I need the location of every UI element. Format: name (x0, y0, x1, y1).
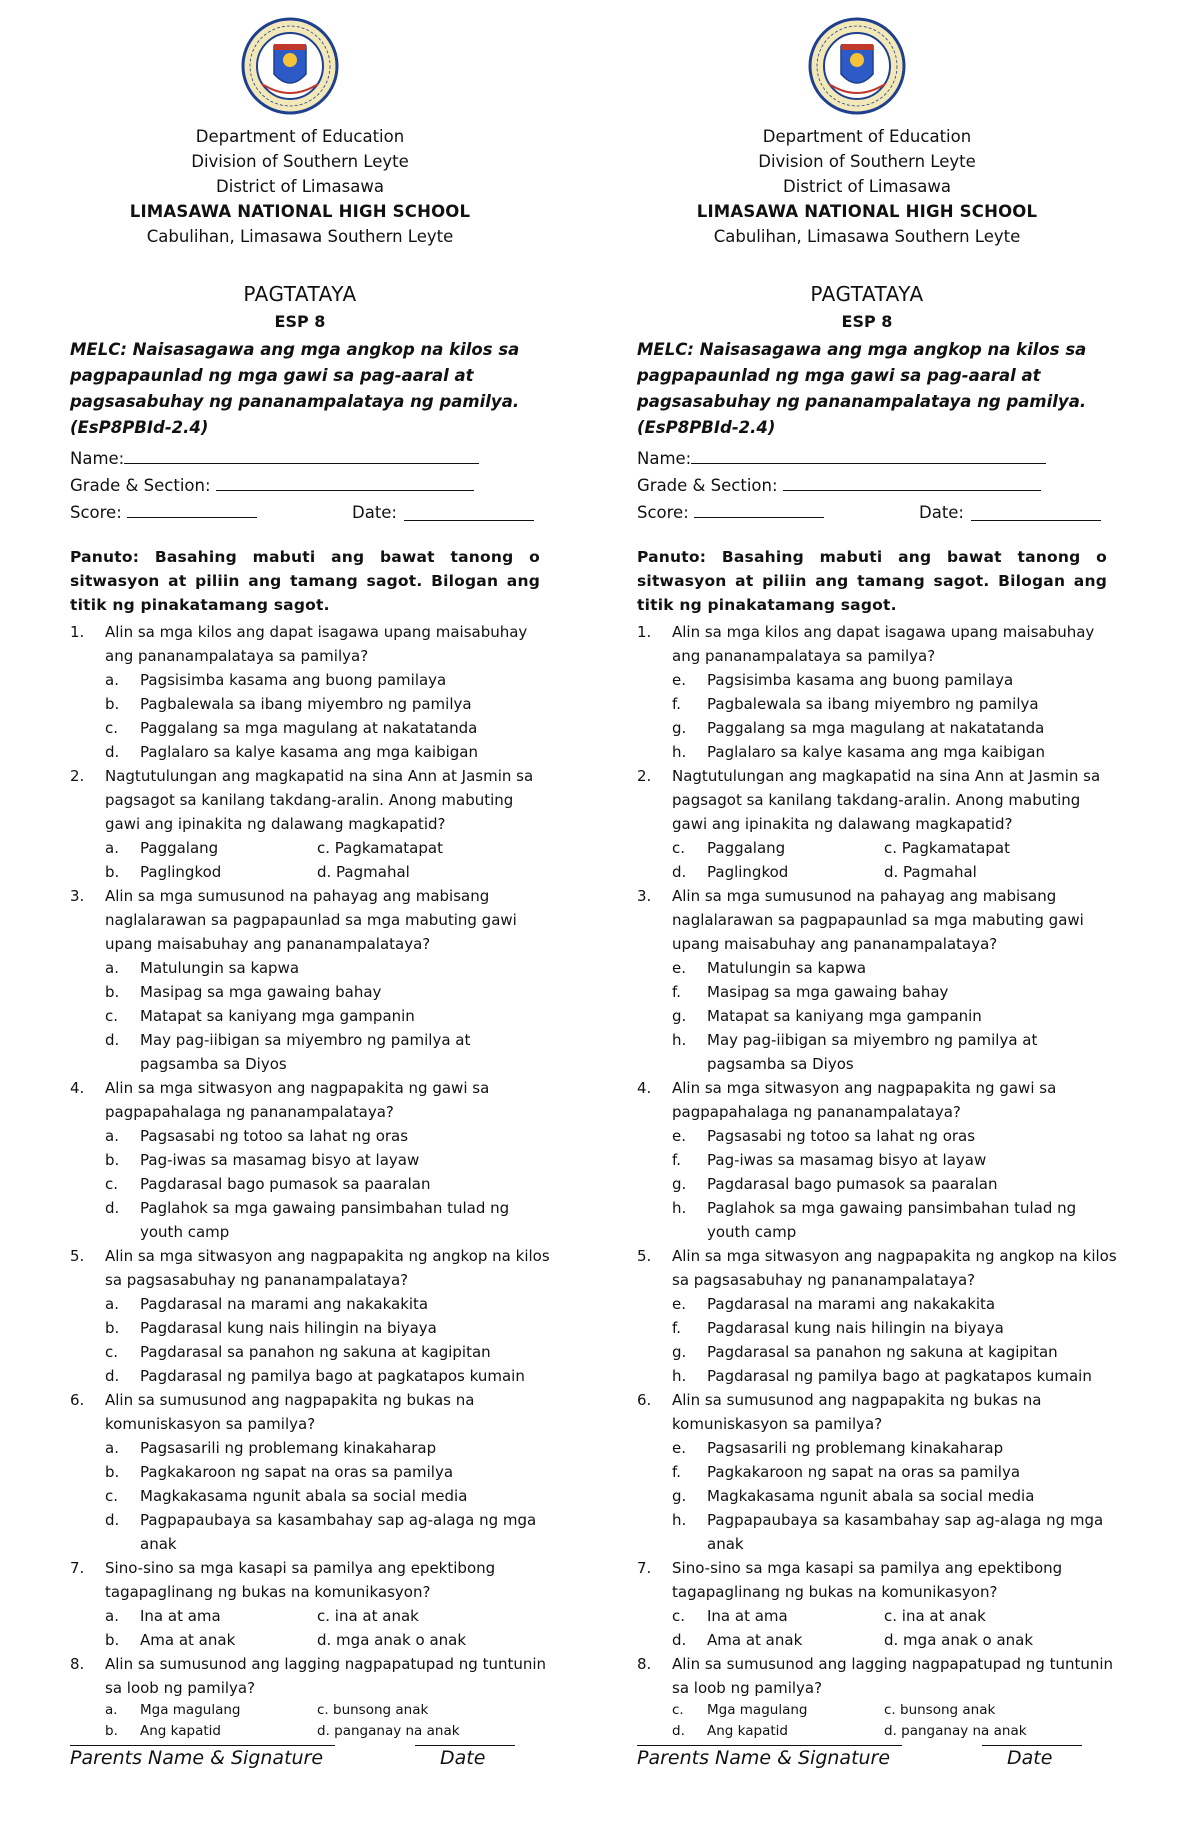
question-number: 2. (637, 767, 652, 785)
option-choice[interactable] (672, 1292, 1117, 1316)
option-text: Pagsisimba kasama ang buong pamilaya (707, 671, 1014, 689)
option-text: Magkakasama ngunit abala sa social media (140, 1487, 468, 1505)
option-choice[interactable]: c. ina at anak (884, 1607, 986, 1625)
option-choice[interactable] (672, 716, 1117, 740)
parent-signature-label: Parents Name & Signature (637, 1747, 891, 1769)
option-text: Pag-iwas sa masamag bisyo at layaw (140, 1151, 420, 1169)
option-choice[interactable] (672, 1196, 1117, 1244)
option-letter: c. (105, 1487, 119, 1505)
option-text: Pagdarasal bago pumasok sa paaralan (140, 1175, 431, 1193)
option-letter: d. (672, 1631, 687, 1649)
option-text: Pagsisimba kasama ang buong pamilaya (140, 671, 447, 689)
option-letter: d. (672, 863, 687, 881)
name-row (637, 445, 1117, 472)
option-choice[interactable] (105, 692, 550, 716)
option-choice[interactable]: Ama at anak (707, 1631, 803, 1649)
option-choice[interactable]: Ama at anak (140, 1631, 236, 1649)
option-text: Pagdarasal bago pumasok sa paaralan (707, 1175, 998, 1193)
option-row (672, 1721, 1117, 1742)
option-choice[interactable] (672, 1004, 1117, 1028)
option-choice[interactable]: d. mga anak o anak (884, 1631, 1034, 1649)
option-letter: b. (105, 1631, 120, 1649)
option-choice[interactable]: c. bunsong anak (317, 1702, 429, 1718)
question-text: Sino-sino sa mga kasapi sa pamilya ang epektibong tagapaglinang ng bukas na komunikasyon? (672, 1559, 1063, 1601)
option-text: Paggalang sa mga magulang at nakatatanda (140, 719, 478, 737)
option-letter: f. (672, 1463, 681, 1481)
question-5 (637, 1244, 1117, 1388)
question-number: 3. (637, 887, 652, 905)
question-text: Alin sa sumusunod ang nagpapakita ng bukas na komuniskasyon sa pamilya? (105, 1391, 475, 1433)
option-letter: d. (105, 1511, 120, 1529)
option-row (105, 1604, 550, 1628)
option-letter: c. (105, 1175, 119, 1193)
question-text: Alin sa sumusunod ang lagging nagpapatupad ng tuntunin sa loob ng pamilya? (105, 1655, 547, 1697)
score-label: Score: (70, 503, 122, 522)
grade-section-field[interactable] (216, 472, 474, 491)
question-number: 5. (70, 1247, 85, 1265)
option-choice[interactable] (105, 716, 550, 740)
grade-section-label: Grade & Section: (70, 476, 211, 495)
option-letter: b. (105, 983, 120, 1001)
question-text: Sino-sino sa mga kasapi sa pamilya ang epektibong tagapaglinang ng bukas na komunikasyon? (105, 1559, 496, 1601)
option-choice[interactable] (105, 1124, 550, 1148)
question-number: 7. (70, 1559, 85, 1577)
option-choice[interactable] (105, 1364, 550, 1388)
question-number: 5. (637, 1247, 652, 1265)
option-choice[interactable] (672, 1484, 1117, 1508)
option-text: Pagbalewala sa ibang miyembro ng pamilya (140, 695, 472, 713)
option-letter: c. (105, 1343, 119, 1361)
option-text: Pagdarasal na marami ang nakakakita (140, 1295, 429, 1313)
option-choice[interactable] (672, 1028, 1117, 1076)
grade-section-label: Grade & Section: (637, 476, 778, 495)
question-text: Alin sa mga sumusunod na pahayag ang mabisang naglalarawan sa pagpapaunlad sa mga mabuting gawi upang maisabuhay ang pananampalataya? (672, 887, 1084, 953)
option-choice[interactable]: c. Pagkamatapat (884, 839, 1010, 857)
option-choice[interactable] (672, 692, 1117, 716)
option-row (105, 860, 550, 884)
option-letter: h. (672, 1199, 687, 1217)
date-label: Date: (919, 503, 964, 522)
option-choice[interactable]: d. panganay na anak (317, 1723, 460, 1739)
option-letter: a. (105, 1295, 119, 1313)
option-choice[interactable]: Paglingkod (707, 863, 789, 881)
option-letter: d. (105, 1367, 120, 1385)
score-date-row (70, 499, 550, 526)
question-1 (637, 620, 1117, 764)
option-choice[interactable]: Paglingkod (140, 863, 222, 881)
option-choice[interactable] (672, 1316, 1117, 1340)
option-letter: h. (672, 743, 687, 761)
option-letter: a. (105, 671, 119, 689)
name-field[interactable] (691, 445, 1046, 464)
option-text: May pag-iibigan sa miyembro ng pamilya at pagsamba sa Diyos (707, 1031, 1038, 1073)
option-letter: f. (672, 695, 681, 713)
option-text: Pagbalewala sa ibang miyembro ng pamilya (707, 695, 1039, 713)
option-row (105, 836, 550, 860)
question-number: 1. (70, 623, 85, 641)
page-title: PAGTATAYA (243, 282, 357, 306)
option-letter: b. (105, 1151, 120, 1169)
header-department: Department of Education (762, 127, 972, 146)
score-field[interactable] (694, 499, 824, 518)
option-letter: a. (105, 1702, 118, 1718)
question-3 (637, 884, 1117, 1076)
option-text: Pagdarasal kung nais hilingin na biyaya (707, 1319, 1004, 1337)
option-text: Pagkakaroon ng sapat na oras sa pamilya (707, 1463, 1021, 1481)
option-letter: g. (672, 719, 687, 737)
melc-text: MELC: Naisasagawa ang mga angkop na kilos sa pagpapaunlad ng mga gawi sa pag-aaral at pagsasabuhay ng pananampalataya ng pamilya. (EsP8PBId-2.4) (637, 340, 1087, 437)
question-number: 3. (70, 887, 85, 905)
signature-date-label: Date (440, 1747, 486, 1769)
option-choice[interactable]: Ang kapatid (707, 1723, 788, 1739)
option-text: Matulungin sa kapwa (707, 959, 867, 977)
option-letter: a. (105, 959, 119, 977)
question-5 (70, 1244, 550, 1388)
question-6 (637, 1388, 1117, 1556)
score-label: Score: (637, 503, 689, 522)
right-copy (617, 0, 1117, 1835)
option-text: Pagdarasal ng pamilya bago at pagkatapos kumain (707, 1367, 1092, 1385)
option-letter: a. (105, 1607, 119, 1625)
option-letter: e. (672, 671, 686, 689)
score-field[interactable] (127, 499, 257, 518)
option-text: Pagkakaroon ng sapat na oras sa pamilya (140, 1463, 454, 1481)
option-letter: a. (105, 1127, 119, 1145)
header-address: Cabulihan, Limasawa Southern Leyte (713, 227, 1021, 246)
option-choice[interactable] (672, 1172, 1117, 1196)
name-label: Name: (70, 449, 125, 468)
option-letter: a. (105, 1439, 119, 1457)
option-letter: f. (672, 1151, 681, 1169)
option-choice[interactable]: Mga magulang (707, 1702, 808, 1718)
date-signature-line[interactable] (982, 1745, 1082, 1746)
option-letter: h. (672, 1031, 687, 1049)
subject-label: ESP 8 (841, 312, 893, 331)
question-text: Alin sa mga sitwasyon ang nagpapakita ng gawi sa pagpapahalaga ng pananampalataya? (672, 1079, 1057, 1121)
parent-signature-label: Parents Name & Signature (70, 1747, 324, 1769)
option-choice[interactable] (105, 980, 550, 1004)
question-8 (70, 1652, 550, 1742)
option-choice[interactable]: Ina at ama (140, 1607, 221, 1625)
option-letter: g. (672, 1487, 687, 1505)
option-letter: e. (672, 959, 686, 977)
option-letter: a. (105, 839, 119, 857)
instructions: Panuto: Basahing mabuti ang bawat tanong o sitwasyon at piliin ang tamang sagot. Bilogan ang titik ng pinakatamang sagot. (70, 548, 540, 614)
option-choice[interactable] (105, 1028, 550, 1076)
option-letter: e. (672, 1439, 686, 1457)
question-2 (70, 764, 550, 884)
option-letter: b. (105, 695, 120, 713)
option-choice[interactable] (672, 1508, 1117, 1556)
option-letter: d. (105, 1199, 120, 1217)
option-choice[interactable] (672, 1364, 1117, 1388)
question-2 (637, 764, 1117, 884)
option-row (105, 1721, 550, 1742)
option-choice[interactable] (105, 1292, 550, 1316)
option-row (672, 1700, 1117, 1721)
question-number: 8. (637, 1655, 652, 1673)
date-signature-line[interactable] (415, 1745, 515, 1746)
student-fields (637, 445, 1117, 526)
option-letter: h. (672, 1367, 687, 1385)
option-choice[interactable] (105, 1172, 550, 1196)
question-7 (637, 1556, 1117, 1652)
question-text: Nagtutulungan ang magkapatid na sina Ann at Jasmin sa pagsagot sa kanilang takdang-aralin. Anong mabuting gawi ang ipinakita ng dalawang magkapatid? (105, 767, 534, 833)
option-text: Paglalaro sa kalye kasama ang mga kaibigan (140, 743, 478, 761)
option-text: Paglalaro sa kalye kasama ang mga kaibigan (707, 743, 1045, 761)
header-school: LIMASAWA NATIONAL HIGH SCHOOL (129, 202, 471, 221)
option-text: Magkakasama ngunit abala sa social media (707, 1487, 1035, 1505)
question-7 (70, 1556, 550, 1652)
option-text: Matapat sa kaniyang mga gampanin (140, 1007, 415, 1025)
option-letter: e. (672, 1295, 686, 1313)
option-choice[interactable] (672, 980, 1117, 1004)
option-text: Paglahok sa mga gawaing pansimbahan tulad ng youth camp (140, 1199, 510, 1241)
option-choice[interactable] (105, 1436, 550, 1460)
question-number: 6. (70, 1391, 85, 1409)
option-choice[interactable]: d. Pagmahal (884, 863, 977, 881)
option-choice[interactable] (105, 956, 550, 980)
option-choice[interactable] (672, 740, 1117, 764)
question-text: Alin sa mga sumusunod na pahayag ang mabisang naglalarawan sa pagpapaunlad sa mga mabuting gawi upang maisabuhay ang pananampalataya? (105, 887, 517, 953)
option-choice[interactable] (105, 740, 550, 764)
option-choice[interactable]: Ang kapatid (140, 1723, 221, 1739)
question-text: Alin sa mga kilos ang dapat isagawa upang maisabuhay ang pananampalataya sa pamilya? (105, 623, 528, 665)
grade-section-field[interactable] (783, 472, 1041, 491)
option-letter: e. (672, 1127, 686, 1145)
option-choice[interactable]: c. bunsong anak (884, 1702, 996, 1718)
name-field[interactable] (124, 445, 479, 464)
header-district: District of Limasawa (216, 177, 384, 196)
left-copy (50, 0, 550, 1835)
option-text: Pagsasarili ng problemang kinakaharap (140, 1439, 437, 1457)
option-text: Pagdarasal sa panahon ng sakuna at kagipitan (140, 1343, 491, 1361)
header-division: Division of Southern Leyte (191, 152, 409, 171)
option-letter: b. (105, 863, 120, 881)
subject-label: ESP 8 (274, 312, 326, 331)
option-text: May pag-iibigan sa miyembro ng pamilya at pagsamba sa Diyos (140, 1031, 471, 1073)
option-text: Pagpapaubaya sa kasambahay sap ag-alaga ng mga anak (140, 1511, 537, 1553)
option-letter: h. (672, 1511, 687, 1529)
header-district: District of Limasawa (783, 177, 951, 196)
option-letter: g. (672, 1175, 687, 1193)
option-text: Pagdarasal na marami ang nakakakita (707, 1295, 996, 1313)
option-letter: c. (672, 839, 686, 857)
option-letter: d. (105, 1031, 120, 1049)
option-choice[interactable] (105, 1484, 550, 1508)
option-letter: d. (105, 743, 120, 761)
name-row (70, 445, 550, 472)
option-text: Pagdarasal sa panahon ng sakuna at kagipitan (707, 1343, 1058, 1361)
question-number: 7. (637, 1559, 652, 1577)
option-text: Paggalang sa mga magulang at nakatatanda (707, 719, 1045, 737)
option-text: Masipag sa mga gawaing bahay (707, 983, 949, 1001)
date-field[interactable] (404, 502, 534, 521)
question-text: Alin sa mga kilos ang dapat isagawa upang maisabuhay ang pananampalataya sa pamilya? (672, 623, 1095, 665)
option-row (105, 1700, 550, 1721)
page-title: PAGTATAYA (810, 282, 924, 306)
melc-text: MELC: Naisasagawa ang mga angkop na kilos sa pagpapaunlad ng mga gawi sa pag-aaral at pagsasabuhay ng pananampalataya ng pamilya. (EsP8PBId-2.4) (70, 340, 520, 437)
question-8 (637, 1652, 1117, 1742)
question-number: 8. (70, 1655, 85, 1673)
option-choice[interactable]: Ina at ama (707, 1607, 788, 1625)
option-choice[interactable]: c. Pagkamatapat (317, 839, 443, 857)
option-choice[interactable] (672, 956, 1117, 980)
option-letter: c. (105, 1007, 119, 1025)
option-choice[interactable] (672, 1460, 1117, 1484)
option-choice[interactable]: d. panganay na anak (884, 1723, 1027, 1739)
option-letter: g. (672, 1343, 687, 1361)
option-choice[interactable]: Paggalang (707, 839, 786, 857)
option-letter: g. (672, 1007, 687, 1025)
parent-signature-line[interactable] (70, 1745, 335, 1746)
option-choice[interactable] (105, 1148, 550, 1172)
header-school: LIMASAWA NATIONAL HIGH SCHOOL (696, 202, 1038, 221)
date-field[interactable] (971, 502, 1101, 521)
option-choice[interactable] (105, 1460, 550, 1484)
option-letter: b. (105, 1463, 120, 1481)
question-4 (70, 1076, 550, 1244)
option-letter: f. (672, 983, 681, 1001)
grade-section-row (637, 472, 1117, 499)
option-choice[interactable]: Mga magulang (140, 1702, 241, 1718)
option-choice[interactable] (105, 668, 550, 692)
question-text: Alin sa mga sitwasyon ang nagpapakita ng gawi sa pagpapahalaga ng pananampalataya? (105, 1079, 490, 1121)
option-row (672, 836, 1117, 860)
option-choice[interactable] (672, 1148, 1117, 1172)
option-text: Paglahok sa mga gawaing pansimbahan tulad ng youth camp (707, 1199, 1077, 1241)
option-text: Pagsasarili ng problemang kinakaharap (707, 1439, 1004, 1457)
option-choice[interactable]: Paggalang (140, 839, 219, 857)
parent-signature-line[interactable] (637, 1745, 902, 1746)
question-6 (70, 1388, 550, 1556)
option-letter: b. (105, 1723, 118, 1739)
option-choice[interactable] (105, 1508, 550, 1556)
question-text: Alin sa mga sitwasyon ang nagpapakita ng angkop na kilos sa pagsasabuhay ng pananampalataya? (105, 1247, 550, 1289)
option-text: Masipag sa mga gawaing bahay (140, 983, 382, 1001)
question-text: Alin sa sumusunod ang nagpapakita ng bukas na komuniskasyon sa pamilya? (672, 1391, 1042, 1433)
signature-date-label: Date (1007, 1747, 1053, 1769)
option-letter: c. (672, 1702, 684, 1718)
deped-seal-icon (807, 16, 907, 116)
header-department: Department of Education (195, 127, 405, 146)
question-4 (637, 1076, 1117, 1244)
question-1 (70, 620, 550, 764)
option-choice[interactable]: d. mga anak o anak (317, 1631, 467, 1649)
question-number: 6. (637, 1391, 652, 1409)
option-text: Matulungin sa kapwa (140, 959, 300, 977)
option-row (672, 1628, 1117, 1652)
question-number: 4. (637, 1079, 652, 1097)
option-choice[interactable]: c. ina at anak (317, 1607, 419, 1625)
option-row (672, 860, 1117, 884)
option-row (105, 1628, 550, 1652)
question-3 (70, 884, 550, 1076)
question-list (70, 620, 550, 1742)
question-list (637, 620, 1117, 1742)
instructions: Panuto: Basahing mabuti ang bawat tanong o sitwasyon at piliin ang tamang sagot. Bilogan ang titik ng pinakatamang sagot. (637, 548, 1107, 614)
question-number: 1. (637, 623, 652, 641)
header-division: Division of Southern Leyte (758, 152, 976, 171)
grade-section-row (70, 472, 550, 499)
option-text: Pagdarasal kung nais hilingin na biyaya (140, 1319, 437, 1337)
option-choice[interactable] (105, 1340, 550, 1364)
question-number: 2. (70, 767, 85, 785)
question-text: Nagtutulungan ang magkapatid na sina Ann at Jasmin sa pagsagot sa kanilang takdang-aralin. Anong mabuting gawi ang ipinakita ng dalawang magkapatid? (672, 767, 1101, 833)
deped-seal-icon (240, 16, 340, 116)
school-header (50, 124, 550, 249)
option-letter: d. (672, 1723, 685, 1739)
option-choice[interactable] (672, 1124, 1117, 1148)
question-text: Alin sa sumusunod ang lagging nagpapatupad ng tuntunin sa loob ng pamilya? (672, 1655, 1114, 1697)
option-text: Pagsasabi ng totoo sa lahat ng oras (140, 1127, 409, 1145)
option-choice[interactable] (672, 1340, 1117, 1364)
option-letter: b. (105, 1319, 120, 1337)
option-text: Pagdarasal ng pamilya bago at pagkatapos kumain (140, 1367, 525, 1385)
student-fields (70, 445, 550, 526)
question-text: Alin sa mga sitwasyon ang nagpapakita ng angkop na kilos sa pagsasabuhay ng pananampalataya? (672, 1247, 1117, 1289)
option-text: Pagsasabi ng totoo sa lahat ng oras (707, 1127, 976, 1145)
option-letter: c. (105, 719, 119, 737)
option-row (672, 1604, 1117, 1628)
school-header (617, 124, 1117, 249)
option-letter: f. (672, 1319, 681, 1337)
score-date-row (637, 499, 1117, 526)
option-choice[interactable] (105, 1316, 550, 1340)
option-choice[interactable]: d. Pagmahal (317, 863, 410, 881)
option-text: Pagpapaubaya sa kasambahay sap ag-alaga ng mga anak (707, 1511, 1104, 1553)
option-choice[interactable] (672, 668, 1117, 692)
question-number: 4. (70, 1079, 85, 1097)
option-text: Matapat sa kaniyang mga gampanin (707, 1007, 982, 1025)
option-letter: c. (672, 1607, 686, 1625)
option-choice[interactable] (672, 1436, 1117, 1460)
date-label: Date: (352, 503, 397, 522)
option-choice[interactable] (105, 1004, 550, 1028)
header-address: Cabulihan, Limasawa Southern Leyte (146, 227, 454, 246)
option-choice[interactable] (105, 1196, 550, 1244)
name-label: Name: (637, 449, 692, 468)
option-text: Pag-iwas sa masamag bisyo at layaw (707, 1151, 987, 1169)
